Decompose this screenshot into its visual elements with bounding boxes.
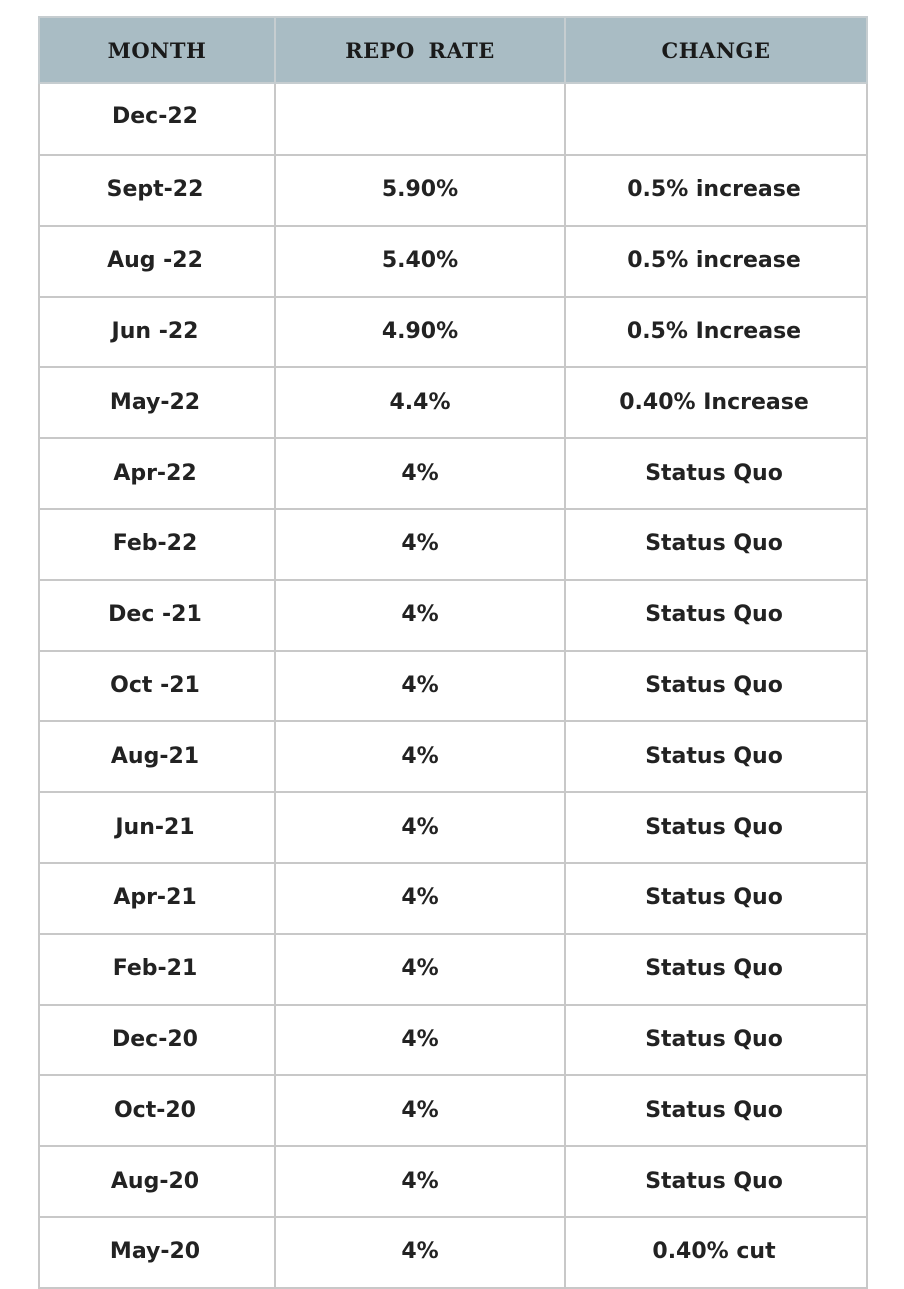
table-row: [39, 1005, 867, 1076]
table-row: [39, 297, 867, 368]
month-cell: Feb-22: [39, 509, 275, 580]
table-row: [39, 721, 867, 792]
table-row: [39, 83, 867, 155]
change-cell: Status Quo: [565, 1075, 867, 1146]
month-cell: Oct-20: [39, 1075, 275, 1146]
month-cell: May-22: [39, 367, 275, 438]
month-cell: Jun-21: [39, 792, 275, 863]
change-cell: Status Quo: [565, 509, 867, 580]
month-cell: Dec -21: [39, 580, 275, 651]
change-cell: 0.40% Increase: [565, 367, 867, 438]
table-row: [39, 580, 867, 651]
repo-rate-cell: 4%: [275, 509, 565, 580]
table-row: [39, 438, 867, 509]
month-cell: May-20: [39, 1217, 275, 1288]
month-cell: Feb-21: [39, 934, 275, 1005]
repo-rate-cell: 5.40%: [275, 226, 565, 297]
month-cell: Dec-20: [39, 1005, 275, 1076]
change-cell: Status Quo: [565, 1005, 867, 1076]
month-cell: Jun -22: [39, 297, 275, 368]
month-cell: Aug -22: [39, 226, 275, 297]
repo-rate-cell: 4%: [275, 1005, 565, 1076]
month-cell: Sept-22: [39, 155, 275, 226]
header-row: [39, 17, 867, 83]
table-row: [39, 1217, 867, 1288]
repo-rate-cell: 4%: [275, 863, 565, 934]
month-cell: Aug-21: [39, 721, 275, 792]
table-row: [39, 934, 867, 1005]
table-row: [39, 367, 867, 438]
change-cell: Status Quo: [565, 934, 867, 1005]
change-cell: Status Quo: [565, 721, 867, 792]
table-row: [39, 863, 867, 934]
change-cell: Status Quo: [565, 651, 867, 722]
table-row: [39, 792, 867, 863]
repo-rate-cell: 4%: [275, 934, 565, 1005]
table-row: [39, 226, 867, 297]
header-repo-rate: REPO RATE: [275, 17, 565, 83]
repo-rate-cell: [275, 83, 565, 155]
table-body: [39, 83, 867, 1288]
header-month: MONTH: [39, 17, 275, 83]
repo-rate-cell: 5.90%: [275, 155, 565, 226]
repo-rate-table: [38, 16, 868, 1289]
change-cell: Status Quo: [565, 1146, 867, 1217]
change-cell: Status Quo: [565, 863, 867, 934]
month-cell: Apr-22: [39, 438, 275, 509]
change-cell: 0.5% increase: [565, 226, 867, 297]
repo-rate-cell: 4%: [275, 651, 565, 722]
repo-rate-table-container: [38, 16, 866, 1289]
repo-rate-cell: 4.4%: [275, 367, 565, 438]
table-row: [39, 1146, 867, 1217]
change-cell: Status Quo: [565, 792, 867, 863]
change-cell: Status Quo: [565, 438, 867, 509]
repo-rate-cell: 4%: [275, 580, 565, 651]
repo-rate-cell: 4%: [275, 1217, 565, 1288]
table-row: [39, 509, 867, 580]
change-cell: 0.40% cut: [565, 1217, 867, 1288]
month-cell: Apr-21: [39, 863, 275, 934]
table-row: [39, 651, 867, 722]
repo-rate-cell: 4%: [275, 1075, 565, 1146]
change-cell: 0.5% Increase: [565, 297, 867, 368]
change-cell: 0.5% increase: [565, 155, 867, 226]
header-change: CHANGE: [565, 17, 867, 83]
repo-rate-cell: 4.90%: [275, 297, 565, 368]
repo-rate-cell: 4%: [275, 721, 565, 792]
month-cell: Oct -21: [39, 651, 275, 722]
repo-rate-cell: 4%: [275, 1146, 565, 1217]
month-cell: Aug-20: [39, 1146, 275, 1217]
change-cell: Status Quo: [565, 580, 867, 651]
repo-rate-cell: 4%: [275, 792, 565, 863]
repo-rate-cell: 4%: [275, 438, 565, 509]
table-header: [39, 17, 867, 83]
change-cell: [565, 83, 867, 155]
table-row: [39, 1075, 867, 1146]
month-cell: Dec-22: [39, 83, 275, 155]
table-row: [39, 155, 867, 226]
